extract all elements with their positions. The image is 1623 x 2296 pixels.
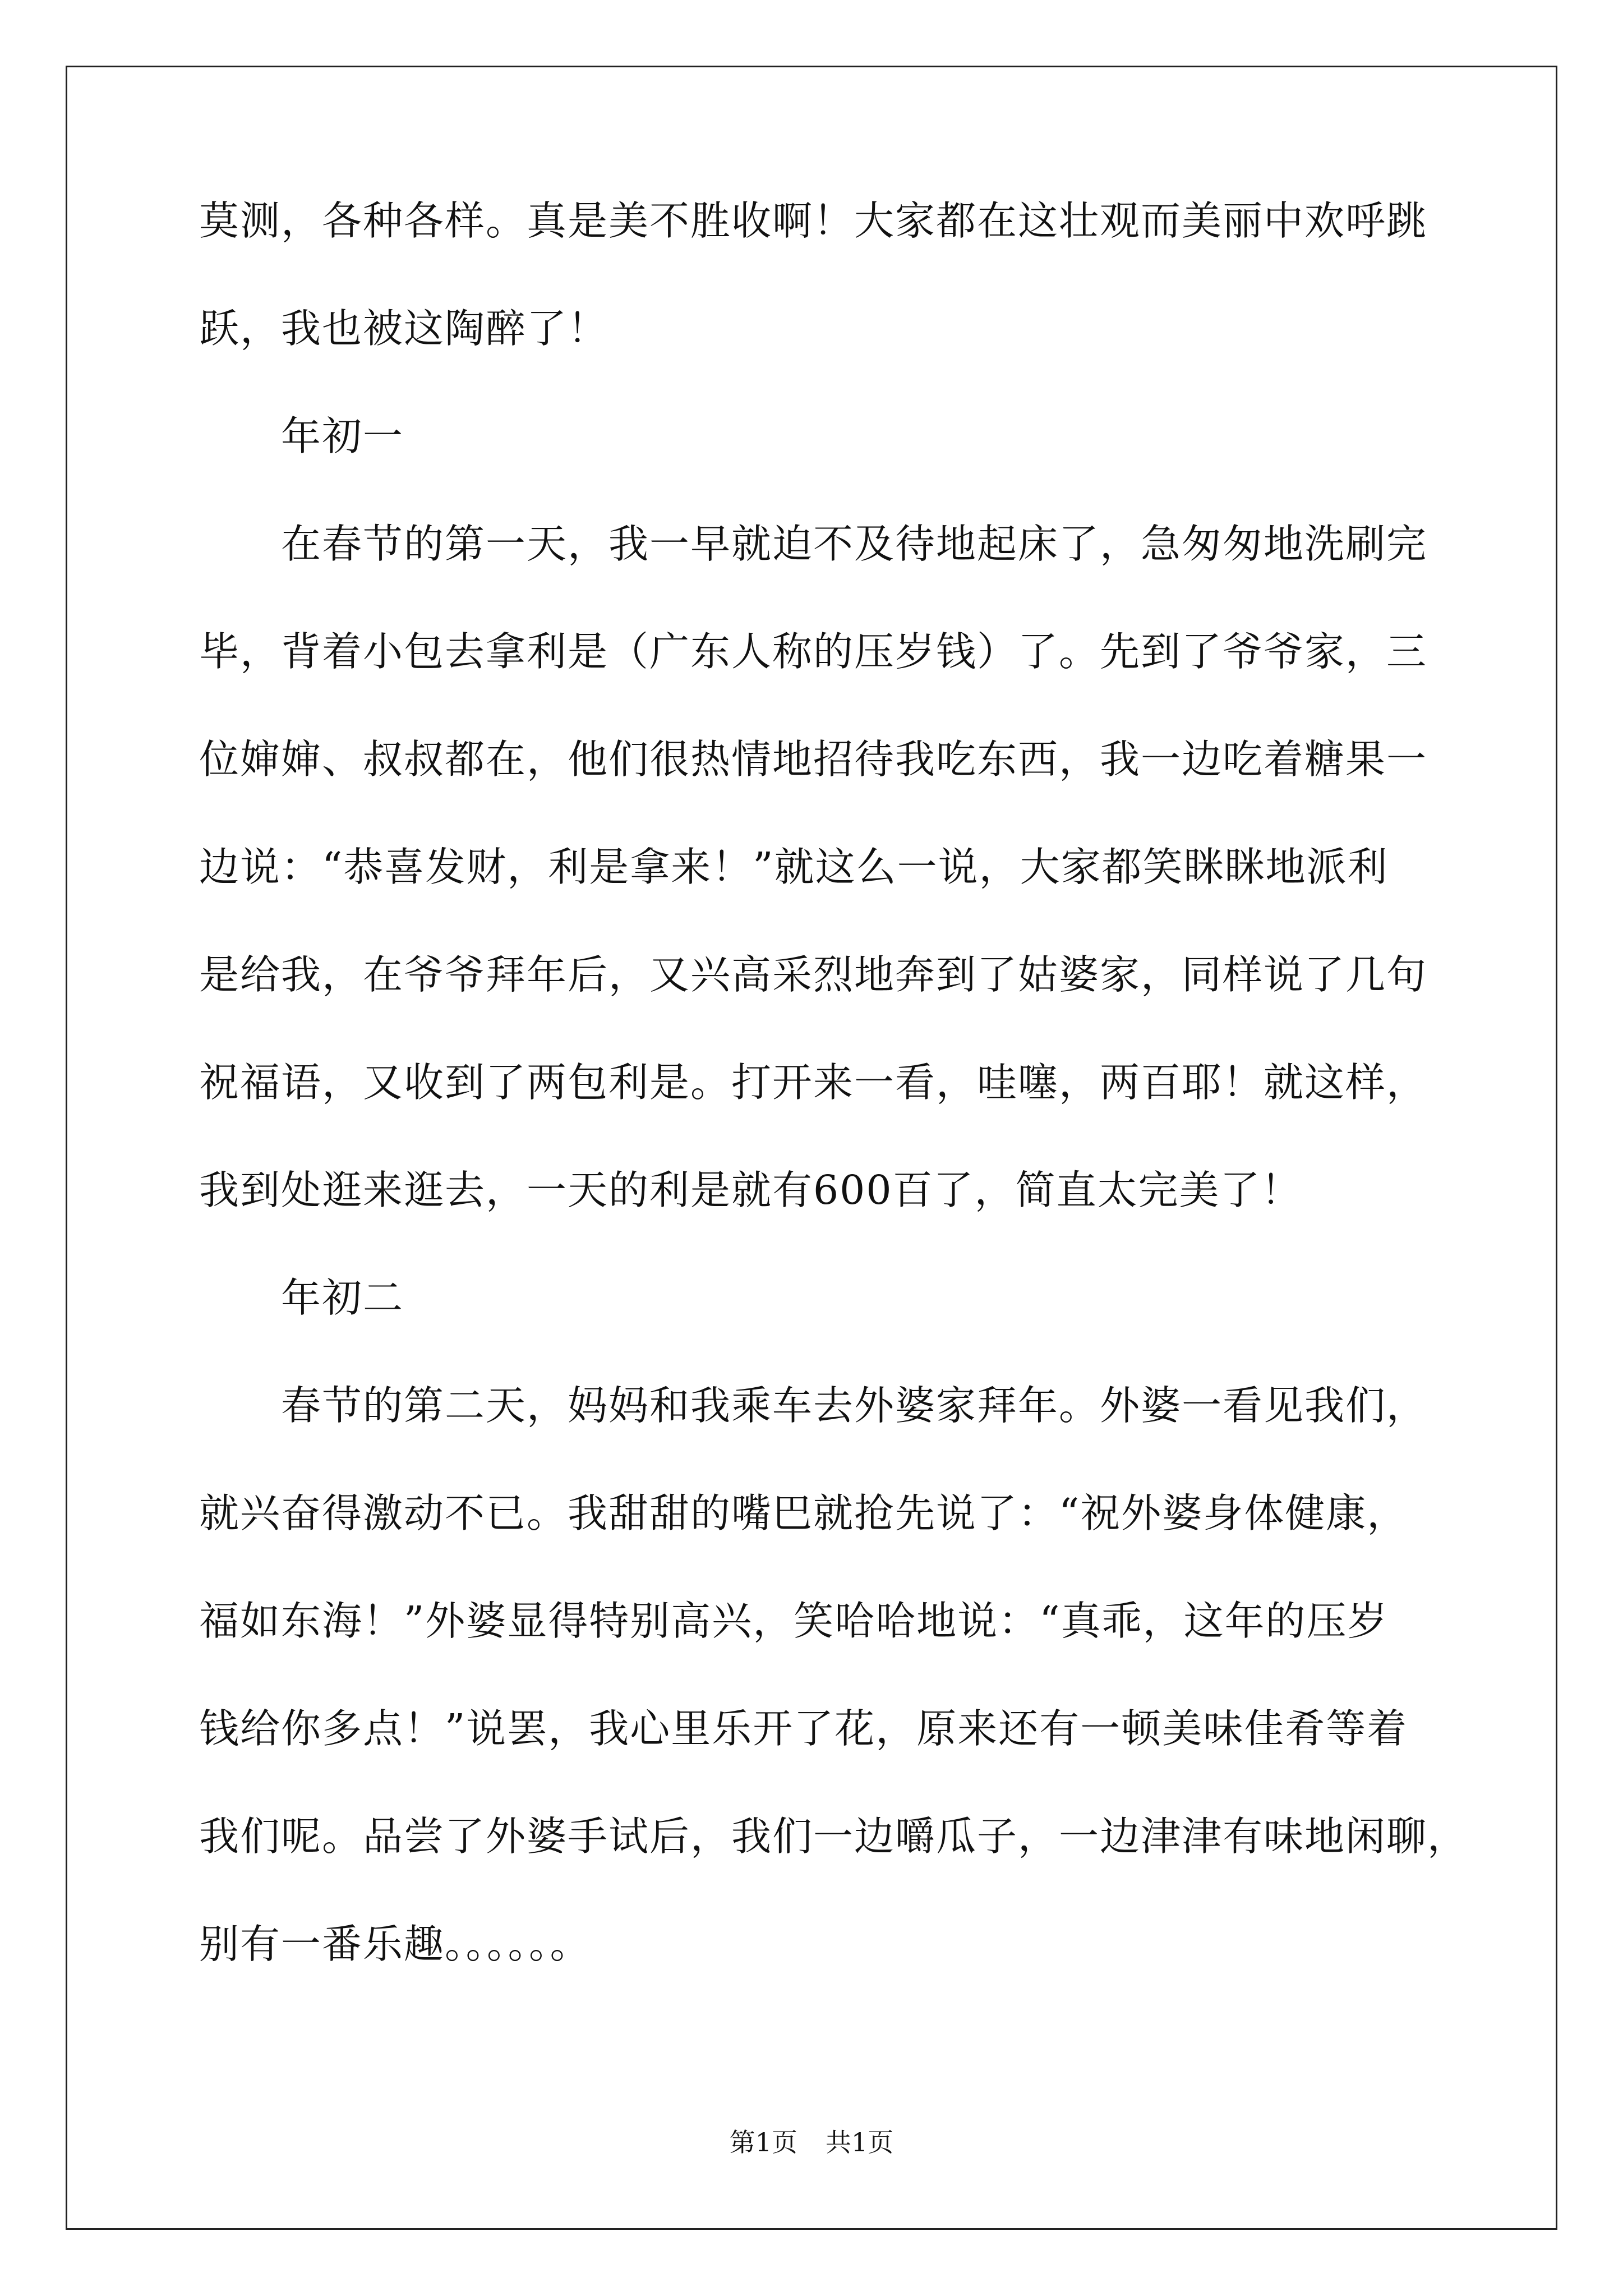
section-heading: 年初一: [199, 413, 404, 459]
text-line: 我到处逛来逛去，一天的利是就有600百了，简直太完美了！: [199, 1167, 1302, 1213]
page-total: 共1页: [826, 2127, 894, 2157]
text-line: 跃，我也被这陶醉了！: [199, 305, 609, 352]
text-line: 春节的第二天，妈妈和我乘车去外婆家拜年。外婆一看见我们，: [199, 1382, 1428, 1429]
text-line: 祝福语，又收到了两包利是。打开来一看，哇噻，两百耶！就这样，: [199, 1059, 1428, 1106]
text-line: 福如东海！”外婆显得特别高兴，笑哈哈地说：“真乖，这年的压岁: [199, 1598, 1389, 1644]
text-line: 毕，背着小包去拿利是（广东人称的压岁钱）了。先到了爷爷家，三: [199, 628, 1428, 675]
text-line: 我们呢。品尝了外婆手试后，我们一边嚼瓜子，一边津津有味地闲聊，: [199, 1813, 1469, 1860]
page-footer: [0, 2129, 1623, 2155]
section-heading: 年初二: [199, 1274, 404, 1321]
text-line: 莫测，各种各样。真是美不胜收啊！大家都在这壮观而美丽中欢呼跳: [199, 197, 1428, 244]
text-line: 钱给你多点！”说罢，我心里乐开了花，原来还有一顿美味佳肴等着: [199, 1705, 1408, 1752]
text-line: 边说：“恭喜发财，利是拿来！”就这么一说，大家都笑眯眯地派利: [199, 844, 1389, 890]
text-line: 位婶婶、叔叔都在，他们很热情地招待我吃东西，我一边吃着糖果一: [199, 736, 1428, 783]
text-line: 是给我，在爷爷拜年后，又兴高采烈地奔到了姑婆家，同样说了几句: [199, 951, 1428, 998]
page-number: 第1页: [729, 2127, 797, 2157]
text-line: 别有一番乐趣。。。。。。: [199, 1921, 591, 1967]
page-border: [66, 66, 1557, 2230]
text-line: 就兴奋得激动不已。我甜甜的嘴巴就抢先说了：“祝外婆身体健康，: [199, 1490, 1408, 1536]
text-line: 在春节的第一天，我一早就迫不及待地起床了，急匆匆地洗刷完: [199, 521, 1428, 567]
